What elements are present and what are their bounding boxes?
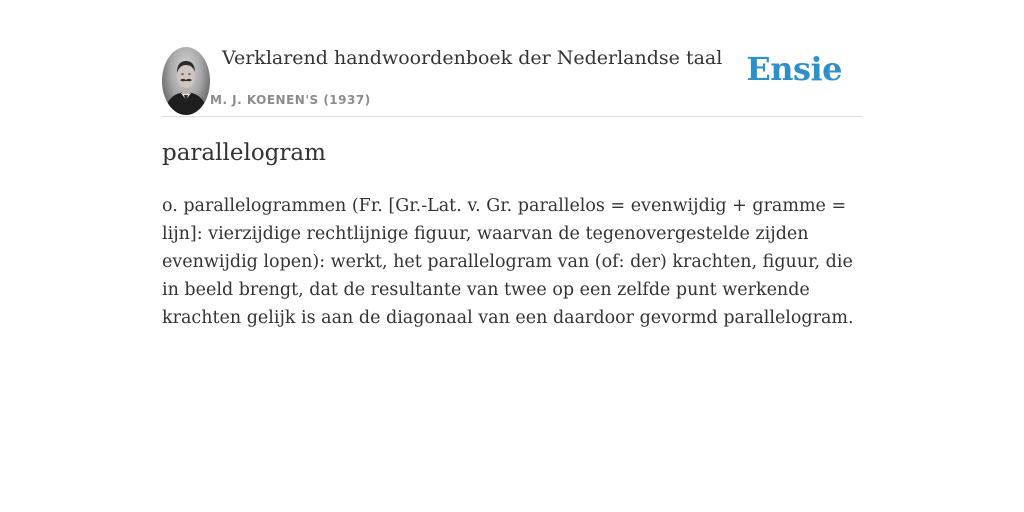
dictionary-header [162,0,862,117]
author-portrait-icon [162,47,210,115]
entry-definition: o. parallelogrammen (Fr. [Gr.-Lat. v. Gr. parallelos = evenwijdig + gramme = lijn]: vierzijdige rechtlijnige figuur, waarvan de tegenovergestelde zijden evenwijdig lopen): werkt, het parallelogram van (of: der) krachten, figuur, die in beeld brengt, dat de resultante van twee op een zelfde punt werkende krachten gelijk is aan de diagonaal van een daardoor gevormd parallelogram. [162,196,854,328]
book-subtitle: M. J. KOENEN'S (1937) [210,93,371,107]
ensie-logo-link[interactable]: Ensie [746,50,842,88]
page-content [162,0,862,328]
entry-headword: parallelogram [162,140,326,166]
book-title: Verklarend handwoordenboek der Nederlandse taal [222,47,723,69]
